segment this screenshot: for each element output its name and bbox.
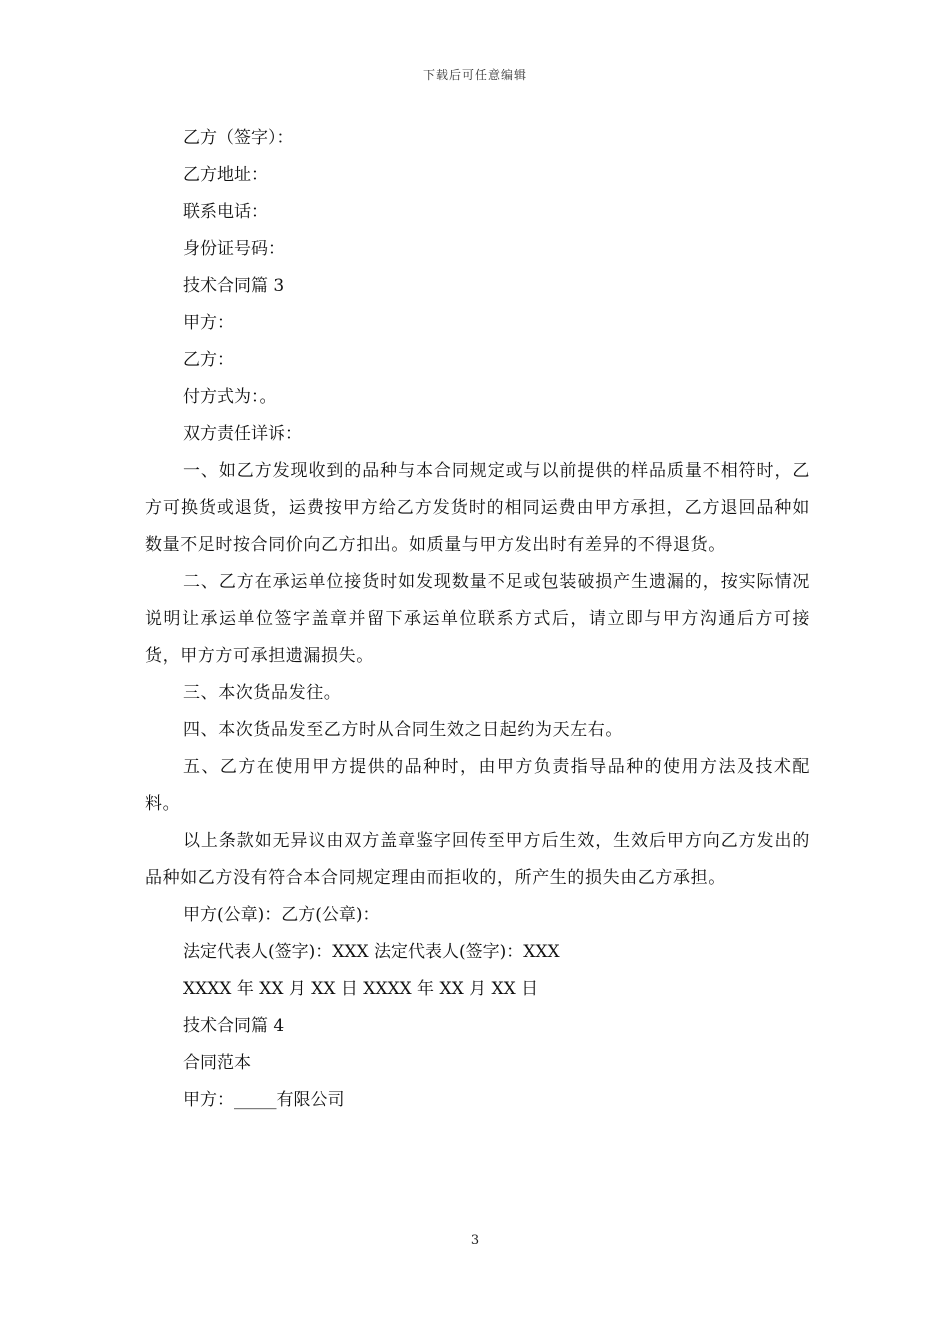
document-body: [145, 120, 810, 1119]
seal-line: 甲方(公章)：乙方(公章)：: [183, 905, 380, 925]
clause-3-paragraph: 三、本次货品发往。: [183, 683, 342, 703]
header-note: 下载后可任意编辑: [422, 68, 527, 82]
date-line: XXXX 年 XX 月 XX 日 XXXX 年 XX 月 XX 日: [183, 979, 539, 999]
address-line-party-b: 乙方地址：: [183, 165, 268, 185]
legal-representative-line: 法定代表人(签字)：XXX 法定代表人(签字)：XXX: [183, 942, 560, 962]
signature-line-party-b: 乙方（签字）：: [183, 128, 294, 148]
party-b-line: 乙方：: [183, 350, 234, 370]
clause-2-paragraph: 二、乙方在承运单位接货时如发现数量不足或包装破损产生遗漏的，按实际情况说明让承运单位签字盖章并留下承运单位联系方式后，请立即与甲方沟通后方可接货，甲方方可承担遗漏损失。: [145, 572, 810, 666]
section-title-contract-3: 技术合同篇 3: [183, 276, 285, 296]
responsibilities-heading: 双方责任详诉：: [183, 424, 302, 444]
contract-template-line: 合同范本: [183, 1053, 251, 1073]
party-a-line: 甲方：: [183, 313, 234, 333]
clause-4-paragraph: 四、本次货品发至乙方时从合同生效之日起约为天左右。: [183, 720, 623, 740]
page-number: 3: [470, 1233, 480, 1248]
payment-method-line: 付方式为：。: [183, 387, 277, 407]
effectiveness-paragraph: 以上条款如无异议由双方盖章鉴字回传至甲方后生效，生效后甲方向乙方发出的品种如乙方没有符合本合同规定理由而拒收的，所产生的损失由乙方承担。: [145, 831, 810, 888]
phone-line: 联系电话：: [183, 202, 268, 222]
clause-5-paragraph: 五、乙方在使用甲方提供的品种时，由甲方负责指导品种的使用方法及技术配料。: [145, 757, 810, 814]
section-title-contract-4: 技术合同篇 4: [183, 1016, 285, 1036]
party-a-company-line: 甲方：_____有限公司: [183, 1090, 345, 1110]
id-number-line: 身份证号码：: [183, 239, 285, 259]
clause-1-paragraph: 一、如乙方发现收到的品种与本合同规定或与以前提供的样品质量不相符时，乙方可换货或退货，运费按甲方给乙方发货时的相同运费由甲方承担，乙方退回品种如数量不足时按合同价向乙方扣出。如质量与甲方发出时有差异的不得退货。: [145, 461, 810, 555]
